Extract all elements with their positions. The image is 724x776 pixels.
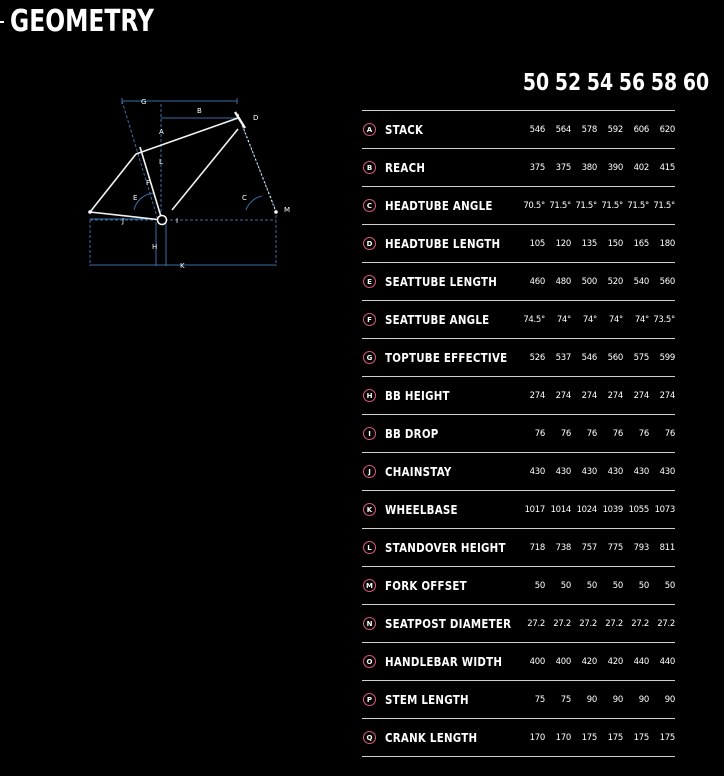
row-values <box>519 301 675 338</box>
down-tube <box>172 129 238 210</box>
diagram-label-k: K <box>180 262 185 270</box>
row-label: SEATTUBE LENGTH <box>385 274 498 289</box>
table-row <box>362 566 675 604</box>
row-label: SEATPOST DIAMETER <box>385 616 512 631</box>
table-cell: 775 <box>607 542 623 553</box>
table-cell: 375 <box>555 162 571 173</box>
table-cell: 120 <box>555 238 571 249</box>
table-cell: 274 <box>607 390 623 401</box>
table-row <box>362 642 675 680</box>
table-row <box>362 718 675 757</box>
table-cell: 27.2 <box>631 618 649 629</box>
row-values <box>519 149 675 186</box>
front-axle <box>274 210 278 214</box>
table-cell: 757 <box>581 542 597 553</box>
table-cell: 460 <box>529 276 545 287</box>
table-cell: 274 <box>659 390 675 401</box>
table-cell: 274 <box>633 390 649 401</box>
table-cell: 560 <box>659 276 675 287</box>
table-cell: 564 <box>555 124 571 135</box>
size-header <box>520 70 710 96</box>
table-cell: 76 <box>534 428 545 439</box>
row-label: CHAINSTAY <box>385 464 452 479</box>
seatstay-tube <box>90 154 136 212</box>
page-title: GEOMETRY <box>10 4 155 39</box>
size-col-header: 58 <box>650 70 678 96</box>
row-label: HANDLEBAR WIDTH <box>385 654 503 669</box>
diagram-label-c: C <box>242 194 247 202</box>
row-values <box>519 415 675 452</box>
table-cell: 90 <box>586 694 597 705</box>
table-cell: 274 <box>581 390 597 401</box>
row-values <box>519 225 675 262</box>
table-cell: 430 <box>633 466 649 477</box>
table-cell: 560 <box>607 352 623 363</box>
row-values <box>519 643 675 680</box>
table-cell: 1073 <box>654 504 675 515</box>
rear-axle <box>88 210 92 214</box>
table-cell: 175 <box>607 732 623 743</box>
table-cell: 546 <box>581 352 597 363</box>
geometry-table <box>362 110 675 757</box>
table-cell: 76 <box>560 428 571 439</box>
size-col-header: 60 <box>682 70 710 96</box>
table-row <box>362 224 675 262</box>
table-cell: 50 <box>586 580 597 591</box>
table-cell: 415 <box>659 162 675 173</box>
row-letter-badge: D <box>363 237 376 250</box>
table-cell: 578 <box>581 124 597 135</box>
title-dash <box>0 21 4 23</box>
row-letter-badge: J <box>363 465 376 478</box>
table-cell: 71.5° <box>653 200 675 211</box>
table-cell: 430 <box>607 466 623 477</box>
diagram-label-a: A <box>159 128 164 136</box>
size-col-header: 52 <box>554 70 582 96</box>
table-cell: 402 <box>633 162 649 173</box>
diagram-label-i: I <box>176 217 179 225</box>
table-cell: 71.5° <box>627 200 649 211</box>
table-cell: 135 <box>581 238 597 249</box>
table-row <box>362 490 675 528</box>
table-row <box>362 148 675 186</box>
table-cell: 400 <box>529 656 545 667</box>
row-letter-badge: N <box>363 617 376 630</box>
row-values <box>519 681 675 718</box>
row-label: STACK <box>385 122 424 137</box>
row-label: STANDOVER HEIGHT <box>385 540 506 555</box>
table-cell: 50 <box>560 580 571 591</box>
row-label: WHEELBASE <box>385 502 458 517</box>
table-row <box>362 414 675 452</box>
table-cell: 27.2 <box>605 618 623 629</box>
table-cell: 90 <box>664 694 675 705</box>
table-cell: 71.5° <box>549 200 571 211</box>
table-cell: 170 <box>555 732 571 743</box>
row-label: TOPTUBE EFFECTIVE <box>385 350 508 365</box>
size-col-header: 54 <box>586 70 614 96</box>
row-label: BB HEIGHT <box>385 388 450 403</box>
row-letter-badge: F <box>363 313 376 326</box>
table-cell: 380 <box>581 162 597 173</box>
diagram-letters <box>121 98 290 270</box>
diagram-label-b: B <box>197 107 202 115</box>
table-cell: 74° <box>634 314 649 325</box>
table-cell: 1024 <box>576 504 597 515</box>
table-cell: 274 <box>555 390 571 401</box>
table-row <box>362 300 675 338</box>
table-row <box>362 604 675 642</box>
table-cell: 73.5° <box>653 314 675 325</box>
row-values <box>519 377 675 414</box>
diagram-label-m: M <box>284 206 291 214</box>
row-letter-badge: M <box>363 579 376 592</box>
diagram-label-d: D <box>253 114 259 122</box>
row-values <box>519 491 675 528</box>
table-cell: 74° <box>608 314 623 325</box>
table-cell: 793 <box>633 542 649 553</box>
row-values <box>519 719 675 756</box>
table-cell: 71.5° <box>601 200 623 211</box>
dimension-lines <box>90 98 276 266</box>
head-tube <box>235 112 245 128</box>
table-cell: 105 <box>529 238 545 249</box>
row-label: HEADTUBE LENGTH <box>385 236 501 251</box>
table-cell: 1014 <box>550 504 571 515</box>
table-cell: 90 <box>612 694 623 705</box>
row-letter-badge: K <box>363 503 376 516</box>
row-letter-badge: L <box>363 541 376 554</box>
table-cell: 175 <box>633 732 649 743</box>
table-cell: 27.2 <box>553 618 571 629</box>
table-cell: 375 <box>529 162 545 173</box>
table-cell: 76 <box>612 428 623 439</box>
table-row <box>362 376 675 414</box>
row-label: CRANK LENGTH <box>385 730 478 745</box>
table-cell: 592 <box>607 124 623 135</box>
table-cell: 606 <box>633 124 649 135</box>
table-cell: 537 <box>555 352 571 363</box>
table-cell: 1055 <box>628 504 649 515</box>
row-letter-badge: P <box>363 693 376 706</box>
row-values <box>519 263 675 300</box>
table-cell: 430 <box>555 466 571 477</box>
table-cell: 526 <box>529 352 545 363</box>
table-cell: 74° <box>556 314 571 325</box>
table-cell: 74° <box>582 314 597 325</box>
diagram-label-g: G <box>141 98 147 106</box>
row-label: BB DROP <box>385 426 439 441</box>
row-values <box>519 111 675 148</box>
table-cell: 1017 <box>524 504 545 515</box>
row-letter-badge: Q <box>363 731 376 744</box>
row-letter-badge: E <box>363 275 376 288</box>
table-cell: 718 <box>529 542 545 553</box>
table-cell: 274 <box>529 390 545 401</box>
table-cell: 540 <box>633 276 649 287</box>
table-cell: 430 <box>581 466 597 477</box>
table-row <box>362 110 675 148</box>
table-cell: 71.5° <box>575 200 597 211</box>
row-label: SEATTUBE ANGLE <box>385 312 490 327</box>
row-letter-badge: G <box>363 351 376 364</box>
table-cell: 480 <box>555 276 571 287</box>
table-cell: 440 <box>659 656 675 667</box>
table-cell: 811 <box>659 542 675 553</box>
table-cell: 75 <box>534 694 545 705</box>
size-col-header: 56 <box>618 70 646 96</box>
table-cell: 27.2 <box>527 618 545 629</box>
table-cell: 74.5° <box>523 314 545 325</box>
row-letter-badge: B <box>363 161 376 174</box>
table-cell: 27.2 <box>657 618 675 629</box>
diagram-label-h: H <box>152 243 158 251</box>
table-cell: 599 <box>659 352 675 363</box>
row-label: FORK OFFSET <box>385 578 467 593</box>
diagram-label-j: J <box>122 217 125 225</box>
table-cell: 50 <box>664 580 675 591</box>
row-label: STEM LENGTH <box>385 692 469 707</box>
table-cell: 150 <box>607 238 623 249</box>
row-values <box>519 453 675 490</box>
bottom-bracket <box>158 216 167 225</box>
row-values <box>519 187 675 224</box>
diagram-label-l: L <box>159 158 163 166</box>
table-cell: 420 <box>607 656 623 667</box>
table-cell: 165 <box>633 238 649 249</box>
table-cell: 76 <box>664 428 675 439</box>
table-cell: 546 <box>529 124 545 135</box>
frame-lines <box>90 112 276 220</box>
row-letter-badge: O <box>363 655 376 668</box>
table-cell: 400 <box>555 656 571 667</box>
table-cell: 180 <box>659 238 675 249</box>
table-cell: 90 <box>638 694 649 705</box>
table-cell: 75 <box>560 694 571 705</box>
table-cell: 70.5° <box>523 200 545 211</box>
table-row <box>362 186 675 224</box>
head-angle-arc <box>246 196 262 210</box>
table-cell: 76 <box>638 428 649 439</box>
row-values <box>519 567 675 604</box>
row-letter-badge: C <box>363 199 376 212</box>
size-col-header: 50 <box>522 70 550 96</box>
table-row <box>362 338 675 376</box>
table-row <box>362 452 675 490</box>
row-values <box>519 529 675 566</box>
geometry-diagram <box>80 92 300 282</box>
row-label: REACH <box>385 160 426 175</box>
table-cell: 390 <box>607 162 623 173</box>
row-letter-badge: H <box>363 389 376 402</box>
row-letter-badge: I <box>363 427 376 440</box>
table-cell: 175 <box>581 732 597 743</box>
row-label: HEADTUBE ANGLE <box>385 198 493 213</box>
table-cell: 50 <box>534 580 545 591</box>
diagram-label-e: E <box>133 194 138 202</box>
table-cell: 175 <box>659 732 675 743</box>
table-cell: 76 <box>586 428 597 439</box>
table-row <box>362 528 675 566</box>
table-cell: 575 <box>633 352 649 363</box>
table-cell: 27.2 <box>579 618 597 629</box>
table-cell: 420 <box>581 656 597 667</box>
table-row <box>362 262 675 300</box>
table-cell: 738 <box>555 542 571 553</box>
table-cell: 440 <box>633 656 649 667</box>
table-cell: 500 <box>581 276 597 287</box>
table-cell: 430 <box>529 466 545 477</box>
row-values <box>519 605 675 642</box>
row-letter-badge: A <box>363 123 376 136</box>
table-cell: 520 <box>607 276 623 287</box>
table-cell: 1039 <box>602 504 623 515</box>
table-cell: 50 <box>638 580 649 591</box>
table-cell: 430 <box>659 466 675 477</box>
table-cell: 50 <box>612 580 623 591</box>
table-cell: 620 <box>659 124 675 135</box>
table-cell: 170 <box>529 732 545 743</box>
row-values <box>519 339 675 376</box>
table-row <box>362 680 675 718</box>
diagram-label-f: F <box>146 179 151 187</box>
